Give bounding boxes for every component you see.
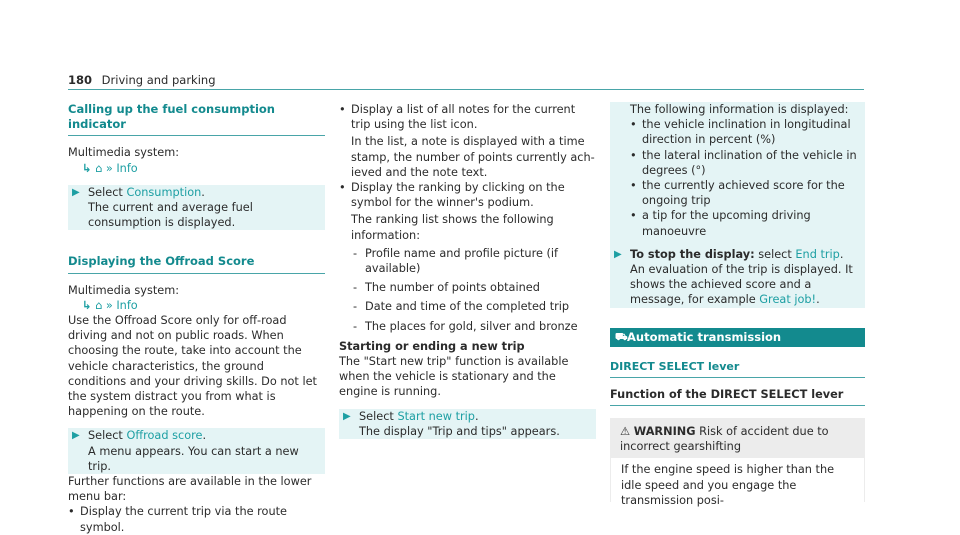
start-new-trip-link[interactable]: Start new trip [397,409,475,423]
step-select-label: Select [88,429,123,443]
direct-select-heading: DIRECT SELECT lever [610,359,865,378]
page-number: 180 [68,73,93,87]
great-job-link: Great job! [759,293,817,307]
step-description: A menu appears. You can start a new trip. [88,444,299,473]
list-item-detail: The ranking list shows the following information: [351,213,554,242]
bullet-icon: • [339,103,346,116]
bullet-icon: • [68,505,75,519]
info-intro: The following information is displayed: [630,103,849,116]
path-arrow-icon: ↳ [82,298,92,312]
warning-label: WARNING [633,425,696,439]
banner-title: Automatic transmission [627,329,782,344]
automatic-transmission-banner [610,328,865,347]
list-item: • the currently achieved score for the ongoing trip [630,179,845,208]
menu-path [68,298,325,313]
menu-path [68,161,325,176]
page-header [68,73,216,88]
function-heading: Function of the DIRECT SELECT lever [610,387,865,406]
column-3 [610,102,865,507]
column-1 [68,102,325,535]
multimedia-label: Multimedia system: [68,146,180,160]
step-arrow-icon: ▶ [343,410,351,422]
instruction-step: ▶ To stop the display: select End trip. An evaluation of the trip is displayed. It shows the achieved score and a message, for example Great job!. [610,247,865,308]
end-trip-link[interactable]: End trip [795,247,840,261]
instruction-step: ▶ Select Start new trip. The display "Trip and tips" appears. [339,409,596,439]
step-arrow-icon: ▶ [614,248,622,260]
list-item: • a tip for the upcoming driving manoeuvre [630,209,811,238]
path-info: Info [116,298,138,312]
dash-item: - The number of points obtained [353,281,540,295]
list-item: • the lateral inclination of the vehicle in degrees (°) [630,148,857,177]
home-icon: ⌂ [95,161,103,175]
step-arrow-icon: ▶ [72,430,80,442]
dash-item: - The places for gold, silver and bronze [353,319,578,333]
list-item-detail: In the list, a note is displayed with a time stamp, the number of points currently achieved and the note text. [351,135,595,179]
list-item: • Display a list of all notes for the current trip using the list icon. In the list, a note is displayed with a time stamp, the number of points currently achieved and the note text. [339,103,595,179]
bullet-icon: • [339,181,346,195]
step-description: An evaluation of the trip is displayed. It shows the achieved score and a message, for example [630,263,853,307]
path-arrow-icon: ↳ [82,161,92,175]
warning-text: Risk of accident due to incorrect gearshifting [620,425,829,454]
home-icon: ⌂ [95,298,103,312]
instruction-step: ▶ Select Consumption. The current and average fuel consumption is displayed. [68,185,325,231]
car-icon: ⛟ [615,331,628,343]
start-trip-heading: Starting or ending a new trip [339,339,525,353]
double-chevron-icon: » [105,161,113,175]
step-description: The current and average fuel consumption is displayed. [88,201,253,230]
double-chevron-icon: » [105,298,113,312]
step-arrow-icon: ▶ [72,186,80,198]
start-trip-text: The "Start new trip" function is available when the vehicle is stationary and the engine is running. [339,355,569,399]
dash-item: - Date and time of the completed trip [353,300,570,314]
section-heading-offroad-score: Displaying the Offroad Score [68,254,325,273]
dash-item: - Profile name and profile picture (if available) [353,246,559,276]
multimedia-label: Multimedia system: [68,283,180,297]
stop-display-label: To stop the display: [630,247,755,261]
section-heading-fuel-consumption: Calling up the fuel consumption indicator [68,102,325,136]
list-item: • Display the ranking by clicking on the symbol for the winner's podium. The ranking list shows the following information: [339,180,596,243]
instruction-step: ▶ Select Offroad score. A menu appears. You can start a new trip. [68,428,325,474]
warning-box [610,418,865,458]
list-item: • the vehicle inclination in longitudinal direction in percent (%) [630,118,851,147]
offroad-score-link[interactable]: Offroad score [126,429,203,443]
column-2 [339,102,596,439]
warning-icon: ⚠ [620,425,631,439]
further-functions: Further functions are available in the lower menu bar: [68,475,312,504]
step-description: The display "Trip and tips" appears. [359,424,560,438]
displayed-info-block [610,102,865,239]
warning-body: If the engine speed is higher than the idle speed and you engage the transmission posi- [610,458,865,502]
page-section-title: Driving and parking [101,73,216,87]
header-divider [68,89,864,90]
path-info: Info [116,161,138,175]
offroad-intro: Use the Offroad Score only for off-road driving and not on public roads. When choosing the route, take into account the vehicle characteristics, the ground conditions and your driving skills. Do not let the system distract you from what is happening on the route. [68,314,317,419]
step-select-label: Select [359,409,394,423]
list-item: • Display the current trip via the route symbol. [68,505,287,534]
step-select-label: Select [88,185,123,199]
consumption-link[interactable]: Consumption [126,185,202,199]
